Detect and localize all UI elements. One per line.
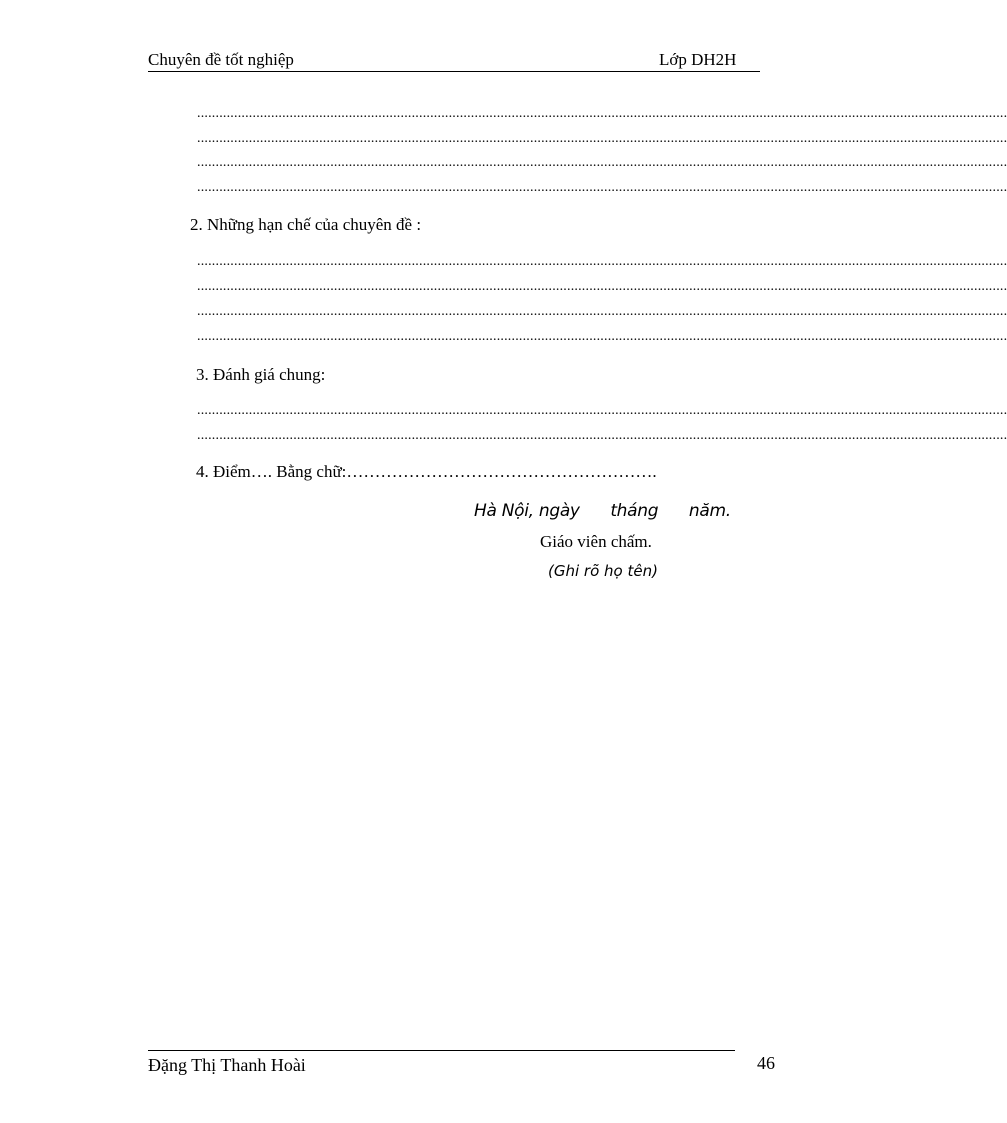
dotted-answer-line: ........................................................................................................................................................................................................................... — [197, 180, 1007, 195]
dotted-answer-line: ........................................................................................................................................................................................................................... — [197, 329, 1007, 344]
dotted-answer-line: ........................................................................................................................................................................................................................... — [197, 155, 1007, 170]
footer-divider — [148, 1050, 735, 1051]
section-limitations-heading: 2. Những hạn chế của chuyên đề : — [190, 215, 422, 234]
signature-date: Hà Nội, ngày tháng năm. — [474, 501, 731, 521]
dotted-answer-line: ........................................................................................................................................................................................................................... — [197, 131, 1007, 146]
dotted-answer-line: ........................................................................................................................................................................................................................... — [197, 279, 1007, 294]
section-overall-heading: 3. Đánh giá chung: — [196, 365, 326, 384]
dotted-answer-line: ........................................................................................................................................................................................................................... — [197, 304, 1007, 319]
header-title: Chuyên đề tốt nghiệp — [148, 50, 294, 69]
header-divider — [148, 71, 760, 72]
dotted-answer-line: ........................................................................................................................................................................................................................... — [197, 106, 1007, 121]
footer-author: Đặng Thị Thanh Hoài — [148, 1055, 306, 1075]
signature-note: (Ghi rõ họ tên) — [548, 562, 658, 580]
header-class: Lớp DH2H — [659, 50, 737, 69]
signature-role: Giáo viên chấm. — [540, 532, 652, 551]
dotted-answer-line: ........................................................................................................................................................................................................................... — [197, 254, 1007, 269]
dotted-answer-line: ........................................................................................................................................................................................................................... — [197, 403, 1007, 418]
dotted-answer-line: ........................................................................................................................................................................................................................... — [197, 428, 1007, 443]
page-number: 46 — [757, 1053, 775, 1073]
section-score-line: 4. Điểm…. Bằng chữ:………………………………………………. — [196, 462, 657, 481]
